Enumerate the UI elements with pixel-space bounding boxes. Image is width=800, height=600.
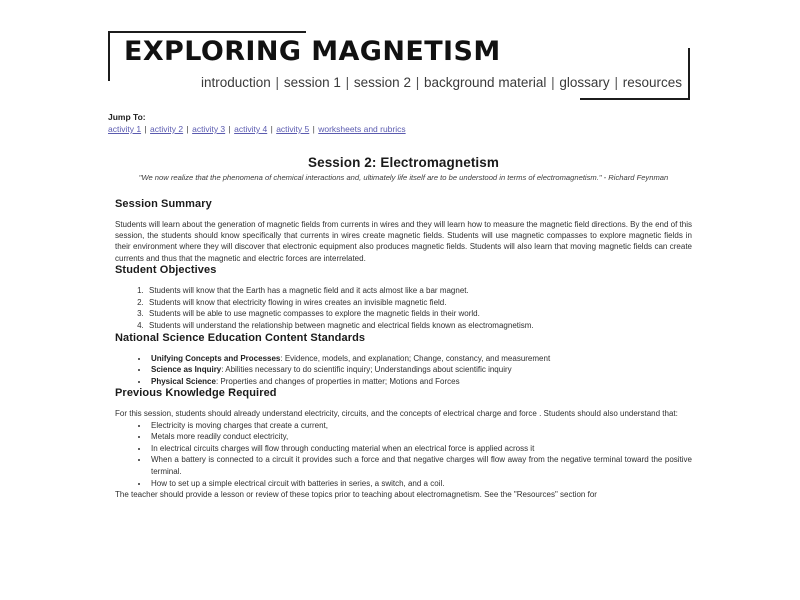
previous-knowledge-closing: The teacher should provide a lesson or review of these topics prior to teaching about electromagnetism. See the "Resources" section for bbox=[115, 490, 597, 500]
nav-separator: | bbox=[551, 75, 555, 90]
jump-link-separator: | bbox=[270, 124, 273, 134]
jump-link-activity-2[interactable]: activity 2 bbox=[150, 124, 184, 134]
epigraph-quote: "We now realize that the phenomena of chemical interactions and, ultimately life itself are to be understood in terms of electromagnetism." - Richard Feynman bbox=[138, 173, 669, 182]
jump-link-activity-1[interactable]: activity 1 bbox=[108, 124, 142, 134]
site-navigation bbox=[108, 75, 690, 90]
list-item bbox=[149, 376, 692, 388]
nav-separator: | bbox=[415, 75, 420, 90]
standard-detail: : Properties and changes of properties in matter; Motions and Forces bbox=[215, 376, 460, 386]
list-item bbox=[149, 353, 692, 365]
standard-lead: Physical Science bbox=[151, 376, 216, 386]
standard-lead: Science as Inquiry bbox=[151, 365, 222, 375]
list-item: • In electrical circuits charges will flow through conducting material when an electrical force is applied across it bbox=[149, 443, 692, 455]
nav-item-resources[interactable]: resources bbox=[622, 75, 682, 90]
previous-knowledge-list bbox=[115, 420, 692, 490]
nav-separator: | bbox=[614, 75, 618, 90]
section-heading-content-standards: National Science Education Content Standards bbox=[115, 331, 366, 344]
section-heading-session-summary: Session Summary bbox=[115, 197, 212, 210]
section-heading-student-objectives: Student Objectives bbox=[115, 264, 217, 277]
jump-to-links bbox=[108, 124, 406, 134]
nav-item-background-material[interactable]: background material bbox=[424, 75, 547, 90]
jump-link-separator: | bbox=[228, 124, 231, 134]
document-body bbox=[115, 155, 692, 501]
masthead bbox=[108, 31, 690, 100]
jump-to-block bbox=[108, 112, 406, 135]
content-standards-list bbox=[115, 353, 692, 388]
jump-link-activity-3[interactable]: activity 3 bbox=[192, 124, 226, 134]
nav-separator: | bbox=[345, 75, 350, 90]
standard-lead: Unifying Concepts and Processes bbox=[151, 353, 281, 363]
site-title: EXPLORING MAGNETISM bbox=[124, 36, 501, 67]
list-item: • How to set up a simple electrical circuit with batteries in series, a switch, and a coil. bbox=[149, 478, 692, 490]
list-item bbox=[149, 364, 692, 376]
jump-to-label: Jump To: bbox=[108, 112, 146, 122]
bracket-top-rule bbox=[108, 31, 306, 33]
standard-detail: : Abilities necessary to do scientific inquiry; Understandings about scientific inquiry bbox=[221, 365, 512, 375]
jump-link-worksheets-and-rubrics[interactable]: worksheets and rubrics bbox=[318, 124, 406, 134]
nav-item-session-2[interactable]: session 2 bbox=[353, 75, 411, 90]
jump-link-separator: | bbox=[186, 124, 189, 134]
list-item: 2. Students will know that electricity flowing in wires creates an invisible magnetic field. bbox=[146, 297, 692, 309]
nav-item-glossary[interactable]: glossary bbox=[559, 75, 610, 90]
nav-item-session-1[interactable]: session 1 bbox=[283, 75, 341, 90]
bracket-left-rule bbox=[108, 31, 110, 81]
list-item: 1. Students will know that the Earth has a magnetic field and it acts almost like a bar magnet. bbox=[146, 285, 692, 297]
bracket-right-rule bbox=[688, 48, 690, 100]
jump-link-separator: | bbox=[312, 124, 315, 134]
list-item: • When a battery is connected to a circuit it provides such a force and that negative charges will flow away from the negative terminal toward the positive terminal. bbox=[149, 454, 692, 477]
jump-link-activity-5[interactable]: activity 5 bbox=[276, 124, 310, 134]
nav-separator: | bbox=[275, 75, 280, 90]
previous-knowledge-intro: For this session, students should already understand electricity, circuits, and the concepts of electrical charge and force . Students should also understand that: bbox=[115, 409, 678, 419]
list-item: • Electricity is moving charges that create a current, bbox=[149, 420, 692, 432]
section-heading-previous-knowledge: Previous Knowledge Required bbox=[115, 387, 277, 400]
bracket-bottom-rule bbox=[580, 98, 690, 100]
jump-link-separator: | bbox=[144, 124, 147, 134]
session-summary-paragraph: Students will learn about the generation of magnetic fields from currents in wires and they will learn how to measure the magnetic field directions. By the end of this session, the students should know specifically that currents in wires create magnetic fields. Students will use magnetic compasses to explore magnetic fields in their environment where they will discover that electronic equipment also produces magnetic fields. Students will also learn that moving magnetic fields can create currents and thus that the magnetic and electric forces are interrelated. bbox=[115, 219, 692, 263]
list-item: 4. Students will understand the relationship between magnetic and electrical fields known as electromagnetism. bbox=[146, 320, 692, 332]
jump-link-activity-4[interactable]: activity 4 bbox=[234, 124, 268, 134]
list-item: • Metals more readily conduct electricity, bbox=[149, 431, 692, 443]
nav-item-introduction[interactable]: introduction bbox=[200, 75, 271, 90]
standard-detail: : Evidence, models, and explanation; Change, constancy, and measurement bbox=[280, 353, 551, 363]
page-title: Session 2: Electromagnetism bbox=[307, 155, 499, 170]
list-item: 3. Students will be able to use magnetic compasses to explore the magnetic fields in their world. bbox=[146, 308, 692, 320]
student-objectives-list bbox=[115, 285, 692, 331]
